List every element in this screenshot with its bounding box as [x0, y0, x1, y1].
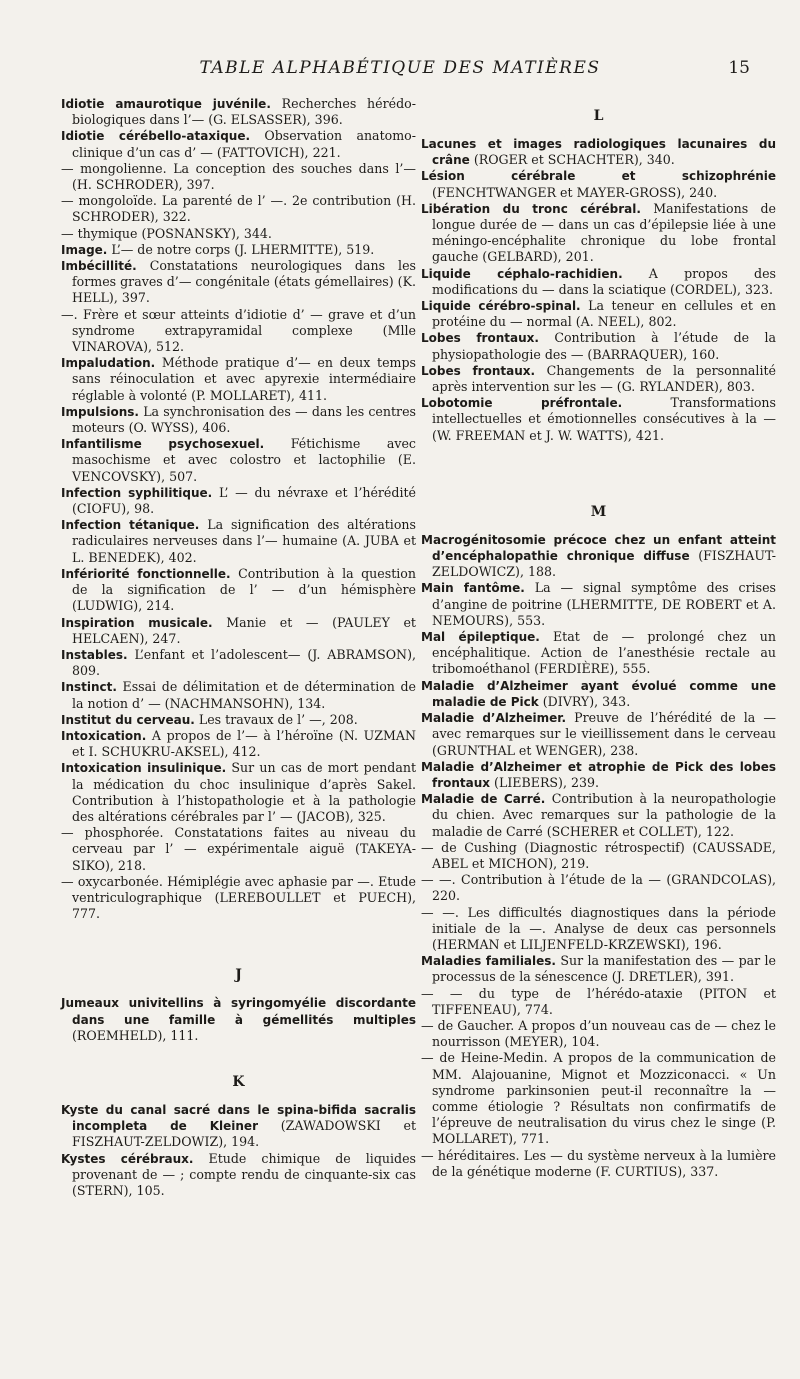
entry-headword: Idiotie amaurotique juvénile. — [61, 97, 271, 111]
entry-headword: Intoxication insulinique. — [61, 761, 227, 776]
index-entry: Maladies familiales. Sur la manifestation des — par le processus de la sénescence (J. DRETLER), 391. — [421, 953, 777, 985]
index-entry: Impulsions. La synchronisation des — dans les centres moteurs (O. WYSS), 406. — [61, 403, 416, 436]
entry-headword: Liquide cérébro-spinal. — [421, 299, 581, 314]
entry-headword: Kystes cérébraux. — [61, 1151, 194, 1166]
entry-headword: Lobes frontaux. — [421, 363, 536, 378]
index-entry: Kystes cérébraux. Etude chimique de liquides provenant de — ; compte rendu de cinquante-six cas (STERN), 105. — [61, 1150, 416, 1198]
entries-l — [421, 136, 776, 444]
entries-i — [61, 96, 416, 922]
index-entry: Libération du tronc cérébral. Manifestations de longue durée de — dans un cas d’épilepsie liée à une méningo-encéphalite chronique du lobe frontal gauche (GELBARD), 201. — [421, 200, 776, 265]
entry-headword: Intoxication. — [61, 728, 147, 743]
entry-headword: Impulsions. — [61, 404, 139, 419]
index-entry: Jumeaux univitellins à syringomyélie discordante dans une famille à gémellités multiples (ROEMHELD), 111. — [61, 996, 416, 1043]
entries-m — [421, 532, 776, 1180]
index-entry: — mongolienne. La conception des souches dans l’— (H. SCHRODER), 397. — [61, 160, 416, 193]
page-header — [0, 58, 800, 86]
section-letter-j: J — [235, 967, 242, 984]
entry-headword: Maladie d’Alzheimer ayant évolué comme une maladie de Pick — [421, 678, 776, 709]
index-entry: Macrogénitosomie précoce chez un enfant atteint d’encéphalopathie chronique diffuse (FISZHAUT-ZELDOWICZ), 188. — [421, 532, 776, 580]
index-entry: — mongoloïde. La parenté de l’ —. 2e contribution (H. SCHRODER), 322. — [61, 193, 416, 225]
entry-headword: Macrogénitosomie précoce chez un enfant atteint d’encéphalopathie chronique diffuse — [421, 532, 776, 564]
index-entry: — —. Les difficultés diagnostiques dans la période initiale de la —. Analyse de deux cas personnels (HERMAN et LILJENFELD-KRZEWSKI), 196. — [421, 904, 776, 952]
entry-headword: Lobes frontaux. — [421, 331, 539, 346]
entry-headword: Kyste du canal sacré dans le spina-bifida sacralis incompleta de Kleiner — [61, 1102, 416, 1134]
index-entry: — héréditaires. Les — du système nerveux à la lumière de la génétique moderne (F. CURTIUS), 337. — [421, 1147, 776, 1179]
index-entry: Imbécillité. Constatations neurologiques dans les formes graves d’— congénitale (états gémellaires) (K. HELL), 397. — [61, 258, 417, 306]
entries-j — [61, 995, 416, 1044]
section-letter-k: K — [232, 1073, 245, 1090]
entry-headword: Lobotomie préfrontale. — [421, 396, 623, 411]
entry-headword: Infection tétanique. — [61, 518, 200, 533]
entry-headword: Inspiration musicale. — [61, 615, 213, 630]
page-number: 15 — [728, 58, 750, 78]
index-entry: Intoxication insulinique. Sur un cas de mort pendant la médication du choc insulinique d’après Sakel. Contribution à l’histopathologie et à la pathologie des altérations cérébrales par l’ — (JACOB), 325. — [61, 760, 417, 824]
index-entry: Infection tétanique. La signification des altérations radiculaires nerveuses dans l’— humaine (A. JUBA et L. BENEDEK), 402. — [61, 517, 416, 565]
index-entry: — de Heine-Medin. A propos de la communication de MM. Alajouanine, Mignot et Mozziconacci. « Un syndrome parkinsonien peut-il reconnaître la — comme étiologie ? Résultats non confirmatifs de l’épreuve de neutralisation du virus chez le singe (P. MOLLARET), 771. — [421, 1050, 776, 1147]
entry-headword: Instables. — [61, 647, 128, 662]
index-entry: Maladie de Carré. Contribution à la neuropathologie du chien. Avec remarques sur la pathologie de la maladie de Carré (SCHERER et COLLET), 122. — [421, 791, 776, 839]
index-entry: Lobotomie préfrontale. Transformations intellectuelles et émotionnelles consécutives à la — (W. FREEMAN et J. W. WATTS), 421. — [421, 395, 777, 443]
entry-headword: Maladie d’Alzheimer. — [421, 711, 567, 726]
index-entry: Instables. L’enfant et l’adolescent— (J. ABRAMSON), 809. — [61, 646, 416, 679]
index-entry: — de Gaucher. A propos d’un nouveau cas de — chez le nourrisson (MEYER), 104. — [421, 1017, 776, 1050]
index-entry: Instinct. Essai de délimitation et de détermination de la notion d’ — (NACHMANSOHN), 134. — [61, 679, 416, 711]
entry-headword: Liquide céphalo-rachidien. — [421, 266, 623, 281]
section-letter-l: L — [593, 108, 604, 124]
entry-headword: Maladie de Carré. — [421, 792, 546, 807]
index-entry: Infantilisme psychosexuel. Fétichisme avec masochisme et avec colostro et lactophilie (E. VENCOVSKY), 507. — [61, 436, 416, 484]
index-entry: Kyste du canal sacré dans le spina-bifida sacralis incompleta de Kleiner (ZAWADOWSKI et FISZHAUT-ZELDOWIZ), 194. — [61, 1102, 417, 1150]
index-entry: Image. L’— de notre corps (J. LHERMITTE), 519. — [61, 241, 375, 257]
index-entry: Impaludation. Méthode pratique d’— en deux temps sans réinoculation et avec apyrexie intermédiaire réglable à volonté (P. MOLLARET), 411. — [61, 355, 416, 403]
index-entry: — thymique (POSNANSKY), 344. — [61, 225, 272, 241]
index-entry: Main fantôme. La — signal symptôme des crises d’angine de poitrine (LHERMITTE, DE ROBERT et A. NEMOURS), 553. — [421, 580, 776, 628]
entries-k — [61, 1102, 416, 1199]
entry-headword: Infection syphilitique. — [61, 485, 213, 500]
entry-headword: Infériorité fonctionnelle. — [61, 566, 231, 581]
entry-headword: Main fantôme. — [421, 581, 525, 596]
index-entry: — de Cushing (Diagnostic rétrospectif) (CAUSSADE, ABEL et MICHON), 219. — [421, 839, 776, 871]
index-entry: Institut du cerveau. Les travaux de l’ —, 208. — [61, 711, 358, 727]
left-column — [61, 96, 416, 1199]
entry-headword: Infantilisme psychosexuel. — [61, 437, 265, 452]
entry-headword: Lésion cérébrale et schizophrénie — [421, 169, 776, 184]
index-entry: Liquide céphalo-rachidien. A propos des modifications du — dans la sciatique (CORDEL), 323. — [421, 265, 776, 297]
entry-headword: Instinct. — [61, 680, 117, 695]
index-entry: — — du type de l’hérédo-ataxie (PITON et TIFFENEAU), 774. — [421, 985, 776, 1017]
entry-headword: Idiotie cérébello-ataxique. — [61, 129, 251, 144]
entry-headword: Impaludation. — [61, 356, 156, 371]
running-title: TABLE ALPHABÉTIQUE DES MATIÈRES — [199, 58, 601, 78]
index-entry: Maladie d’Alzheimer ayant évolué comme une maladie de Pick (DIVRY), 343. — [421, 678, 776, 709]
index-entry: Infériorité fonctionnelle. Contribution à la question de la signification de l’ — d’un hémisphère (LUDWIG), 214. — [61, 565, 416, 614]
index-entry: Intoxication. A propos de l’— à l’héroïne (N. UZMAN et I. SCHUKRU-AKSEL), 412. — [61, 727, 416, 760]
index-entry: — oxycarbonée. Hémiplégie avec aphasie par —. Etude ventriculographique (LEREBOULLET et PUECH), 777. — [61, 873, 416, 922]
entry-headword: Imbécillité. — [61, 259, 137, 274]
entry-headword: Lacunes et images radiologiques lacunaires du crâne — [421, 137, 776, 168]
entry-headword: Jumeaux univitellins à syringomyélie discordante dans une famille à gémellités multiples — [61, 996, 416, 1027]
right-column — [421, 96, 776, 1180]
index-entry: — phosphorée. Constatations faites au niveau du cerveau par l’ — expérimentale aiguë (TAKEYA-SIKO), 218. — [61, 825, 416, 873]
index-entry: — —. Contribution à l’étude de la — (GRANDCOLAS), 220. — [421, 872, 776, 904]
entry-headword: Libération du tronc cérébral. — [421, 201, 641, 216]
index-entry: Infection syphilitique. L’ — du névraxe et l’hérédité (CIOFU), 98. — [61, 484, 416, 517]
index-entry: Lacunes et images radiologiques lacunaires du crâne (ROGER et SCHACHTER), 340. — [421, 137, 776, 168]
index-entry: Inspiration musicale. Manie et — (PAULEY et HELCAEN), 247. — [61, 614, 416, 646]
index-entry: Lobes frontaux. Changements de la personnalité après intervention sur les — (G. RYLANDER), 803. — [421, 362, 776, 395]
index-entry: Idiotie cérébello-ataxique. Observation anatomo-clinique d’un cas d’ — (FATTOVICH), 221. — [61, 128, 416, 160]
index-entry: Lobes frontaux. Contribution à l’étude de la physiopathologie des — (BARRAQUER), 160. — [421, 330, 777, 362]
index-entry: Lésion cérébrale et schizophrénie (FENCHTWANGER et MAYER-GROSS), 240. — [421, 169, 776, 200]
index-entry: Idiotie amaurotique juvénile. Recherches hérédo-biologiques dans l’— (G. ELSASSER), 396. — [61, 96, 416, 128]
entry-headword: Image. — [61, 242, 108, 257]
entry-headword: Maladie d’Alzheimer et atrophie de Pick des lobes frontaux — [421, 759, 776, 790]
index-entry: Mal épileptique. Etat de — prolongé chez un encéphalitique. Action de l’anesthésie rectale au tribomoéthanol (FERDIÈRE), 555. — [421, 629, 776, 677]
entry-headword: Institut du cerveau. — [61, 712, 195, 727]
index-entry: Maladie d’Alzheimer. Preuve de l’hérédité de la — avec remarques sur le vieillissement dans le cerveau (GRUNTHAL et WENGER), 238. — [421, 710, 776, 758]
index-entry: Liquide cérébro-spinal. La teneur en cellules et en protéine du — normal (A. NEEL), 802. — [421, 298, 776, 330]
index-entry: —. Frère et sœur atteints d’idiotie d’ — grave et d’un syndrome extrapyramidal complexe (Mlle VINAROVA), 512. — [61, 306, 416, 355]
index-entry: Maladie d’Alzheimer et atrophie de Pick des lobes frontaux (LIEBERS), 239. — [421, 759, 776, 790]
section-letter-m: M — [590, 503, 607, 520]
entry-headword: Mal épileptique. — [421, 630, 540, 645]
entry-headword: Maladies familiales. — [421, 954, 556, 969]
